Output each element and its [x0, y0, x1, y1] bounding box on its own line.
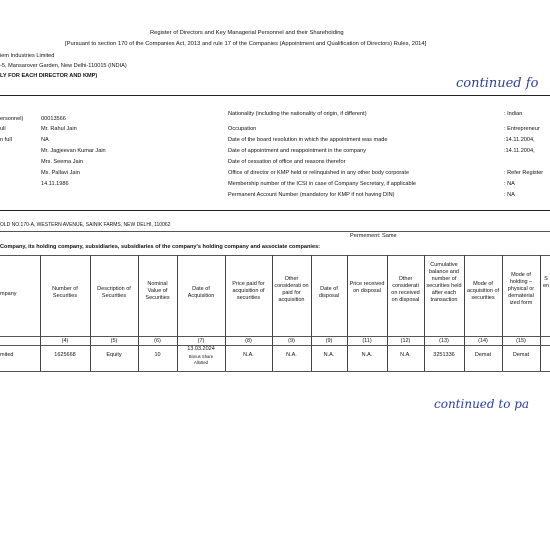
permanent-address: Permement: Same	[350, 233, 397, 239]
left-value-relative: Ms. Pallavi Jain	[41, 170, 80, 176]
register-title: Register of Directors and Key Managerial Personnel and their Shareholding	[150, 30, 344, 36]
col-number-9a: (9)	[288, 338, 295, 344]
col-header-company: mpany	[0, 291, 17, 297]
col-header-price-received: Price received on disposal	[349, 281, 385, 294]
col-number-14: (14)	[478, 338, 488, 344]
col-divider	[177, 255, 178, 371]
table-number-rule	[0, 345, 550, 346]
col-divider	[347, 255, 348, 371]
col-number-11: (11)	[362, 338, 372, 344]
col-divider	[311, 255, 312, 371]
col-divider	[464, 255, 465, 371]
row-description: Equity	[106, 352, 122, 358]
field-label-cessation: Date of cessation of office and reasons therefor	[228, 159, 346, 165]
col-divider	[272, 255, 273, 371]
col-header-number: Number of Securities	[52, 286, 78, 299]
col-number-6: (6)	[154, 338, 161, 344]
register-subtitle: [Pursuant to section 170 of the Companies Act, 2013 and rule 17 of the Companies (Appointment and Qualification of Directors) Rules, 2014]	[65, 41, 427, 47]
col-number-8: (8)	[245, 338, 252, 344]
col-divider	[502, 255, 503, 371]
field-value-pan: : NA	[504, 192, 515, 198]
field-value-board-resolution: :14.11.2004,	[504, 137, 535, 143]
col-number-4: (4)	[61, 338, 69, 344]
col-number-9b: (9)	[325, 338, 333, 344]
col-number-5: (5)	[110, 338, 118, 344]
field-label-occupation: Occupation	[228, 126, 257, 132]
table-top-rule	[0, 255, 550, 256]
col-divider	[90, 255, 91, 371]
left-value-din: 00013566	[41, 116, 66, 122]
field-label-nationality: Nationality (including the nationality of origin, if different)	[228, 111, 367, 117]
left-value-father: Mr. Jagjeevan Kumar Jain	[41, 148, 106, 154]
field-value-appointment: :14.11.2004,	[504, 148, 535, 154]
label-personnel: ersonnel)	[0, 116, 24, 122]
col-header-price-paid: Price paid for acquisition of securities	[232, 281, 265, 301]
left-value-name: Mr. Rahul Jain	[41, 126, 77, 132]
table-bottom-rule	[0, 371, 550, 372]
col-header-date-acq: Date of Acquisition	[187, 286, 215, 299]
field-label-pan: Permanent Account Number (mandatory for KMP if not having DIN)	[228, 192, 395, 198]
handwritten-note-top: continued fo	[456, 76, 539, 91]
col-header-mode-acq: Mode of acquisition of securities	[466, 281, 500, 301]
row-mode-acquisition: Demat	[474, 352, 492, 358]
row-price-paid: N.A.	[243, 352, 254, 358]
col-number-12: (12)	[400, 338, 411, 344]
securities-heading: Company, its holding company, subsidiaries, subsidiaries of the company's holding company and associate companies:	[0, 244, 321, 250]
col-header-other-paid: Other considerati on paid for acquisition	[274, 276, 309, 303]
company-address: -5, Mansarover Garden, New Delhi-110015 (INDIA)	[0, 63, 127, 69]
field-value-icsi: : NA	[504, 181, 515, 187]
field-value-nationality: : Indian	[504, 111, 523, 117]
field-value-other-office: : Refer Register	[504, 170, 544, 176]
col-divider	[540, 255, 541, 371]
col-header-date-disposal: Date of disposal	[318, 286, 340, 299]
table-header-rule	[0, 336, 550, 337]
field-label-other-office: Office of director or KMP held or relinquished in any other body corporate	[228, 170, 410, 176]
col-header-cumulative: Cumulative balance and number of securities held after each transaction	[426, 262, 462, 303]
row-other-paid: N.A.	[286, 352, 297, 358]
left-value-spouse: Mrs. Seema Jain	[41, 159, 83, 165]
field-label-icsi: Membership number of the ICSI in case of Company Secretary, if applicable	[228, 181, 416, 187]
label-full-1: ull	[0, 126, 6, 132]
left-value-dob: 14.11.1986	[41, 181, 69, 187]
row-date-disposal: N.A.	[323, 352, 335, 358]
col-header-nominal: Nominal Value of Securities	[145, 281, 170, 301]
col-number-7: (7)	[197, 338, 205, 344]
col-divider	[387, 255, 388, 371]
label-full-2: n full	[0, 137, 12, 143]
row-company: mited	[0, 352, 14, 358]
row-other-received: N.A.	[400, 352, 411, 358]
col-header-truncated: S en	[542, 276, 550, 289]
section-label: LY FOR EACH DIRECTOR AND KMP)	[0, 73, 98, 79]
col-number-13: (13)	[439, 338, 449, 344]
col-divider	[40, 255, 41, 371]
col-number-15: (15)	[516, 338, 526, 344]
field-value-occupation: : Entrepreneur	[504, 126, 540, 132]
row-number-securities: 1625668	[54, 352, 76, 358]
row-nominal-value: 10	[154, 352, 161, 358]
left-value-former-name: NA	[41, 137, 49, 143]
row-cumulative: 3251336	[433, 352, 455, 358]
col-divider	[138, 255, 139, 371]
col-header-description: Description of Securities	[97, 286, 131, 299]
field-label-appointment: Date of appointment and reappointment in the company	[228, 148, 367, 154]
col-divider	[424, 255, 425, 371]
row-mode-holding: Demat	[512, 352, 530, 358]
row-price-received: N.A.	[361, 352, 373, 358]
company-name: iem Industries Limited	[0, 53, 55, 59]
col-header-mode-holding: Mode of holding – physical or dematerial ized form	[507, 272, 535, 306]
row-date-acquisition-note: Bonus Share Allotted	[188, 354, 214, 365]
row-date-acquisition: 13.03.2024	[187, 346, 215, 352]
field-label-board-resolution: Date of the board resolution in which the appointment was made	[228, 137, 388, 143]
address-line: OLD NO.170-A, WESTERN AVENUE, SAINIK FARMS, NEW DELHI, 110062	[0, 222, 171, 228]
col-divider	[225, 255, 226, 371]
handwritten-note-bottom: continued to pa	[434, 397, 530, 411]
col-header-other-received: Other considerati on received on disposal	[391, 276, 420, 303]
